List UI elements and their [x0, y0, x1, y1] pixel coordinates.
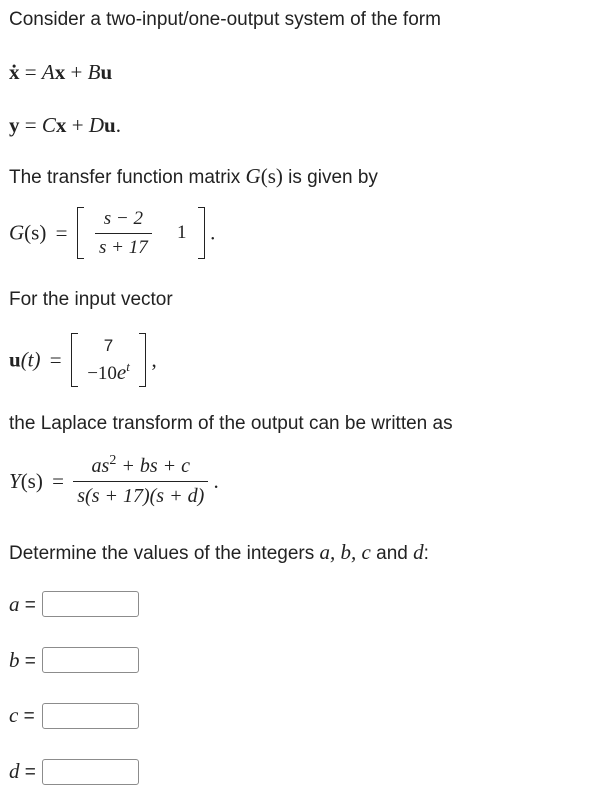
left-bracket	[71, 333, 78, 387]
numerator-rest: + bs + c	[116, 455, 190, 477]
comma: ,	[151, 347, 157, 372]
plus-sign: +	[71, 113, 84, 137]
vector-u: u	[100, 60, 113, 84]
transfer-function-text	[9, 164, 378, 189]
vector-y: y	[9, 113, 20, 137]
equals-sign: =	[24, 595, 36, 616]
output-laplace-equation	[9, 455, 219, 508]
entry-coefficient: −10	[87, 362, 117, 384]
right-bracket	[198, 207, 205, 259]
determine-text	[9, 540, 429, 565]
fraction-numerator: s − 2	[95, 208, 152, 234]
equals-sign: =	[24, 113, 37, 137]
period: .	[213, 469, 219, 493]
equals-sign: =	[49, 347, 62, 372]
answer-d-input[interactable]	[42, 759, 139, 785]
period: .	[210, 220, 216, 245]
fraction-denominator: s + 17	[99, 236, 148, 258]
vector-entry-top: 7	[103, 335, 114, 355]
var-a: a	[9, 592, 20, 616]
equals-sign: =	[55, 220, 68, 245]
matrix-entry-one: 1	[177, 222, 187, 243]
determine-before: Determine the values of the integers	[9, 543, 320, 564]
determine-colon: :	[423, 543, 429, 564]
numerator-a-term: as	[91, 455, 110, 477]
period: .	[115, 113, 121, 137]
var-c: c	[9, 703, 19, 727]
vector-entries	[87, 336, 130, 385]
matrix-c: C	[41, 113, 56, 137]
s-argument: (s)	[24, 220, 47, 245]
s-argument: (s)	[20, 469, 43, 493]
tf-text-after: is given by	[282, 167, 378, 188]
laplace-text: the Laplace transform of the output can be written as	[9, 413, 453, 434]
determine-d: d	[413, 540, 424, 564]
answer-b-input[interactable]	[42, 647, 139, 673]
answer-c-input[interactable]	[42, 703, 139, 729]
input-vector-text: For the input vector	[9, 289, 173, 310]
matrix-b: B	[87, 60, 101, 84]
answer-label-b	[9, 648, 36, 673]
vector-entry-bottom	[87, 360, 130, 385]
plus-sign: +	[70, 60, 83, 84]
matrix-d: D	[88, 113, 104, 137]
transfer-function-equation	[9, 207, 215, 259]
vector-x: x	[54, 60, 66, 84]
matrix-a: A	[41, 60, 55, 84]
equals-sign: =	[24, 762, 36, 783]
tf-symbol-g: G	[245, 164, 261, 188]
answer-label-c	[9, 703, 35, 728]
tf-text-before: The transfer function matrix	[9, 167, 246, 188]
input-vector-equation	[9, 333, 157, 387]
determine-vars: a, b, c	[319, 540, 371, 564]
output-numerator	[73, 455, 208, 482]
equals-sign: =	[24, 651, 36, 672]
var-d: d	[9, 759, 20, 783]
g-symbol: G	[9, 220, 25, 245]
vector-x: x	[55, 113, 67, 137]
answer-a-input[interactable]	[42, 591, 139, 617]
answer-label-a	[9, 592, 36, 617]
var-b: b	[9, 648, 20, 672]
output-equation	[9, 113, 121, 138]
output-denominator: s(s + 17)(s + d)	[77, 485, 205, 507]
right-bracket	[139, 333, 146, 387]
xdot-symbol: ẋ	[9, 60, 20, 84]
numerator-exponent: 2	[109, 453, 117, 468]
equals-sign: =	[23, 706, 35, 727]
answer-label-d	[9, 759, 36, 784]
y-symbol: Y	[9, 469, 21, 493]
entry-exponent: t	[126, 358, 130, 374]
fraction-entry	[95, 208, 152, 259]
intro-text: Consider a two-input/one-output system of the form	[9, 9, 441, 30]
u-symbol: u	[9, 347, 21, 372]
state-equation	[9, 60, 112, 85]
tf-symbol-s: (s)	[260, 164, 283, 188]
determine-and: and	[370, 543, 414, 564]
equals-sign: =	[24, 60, 37, 84]
t-argument: (t)	[20, 347, 41, 372]
left-bracket	[77, 207, 84, 259]
output-fraction	[73, 455, 208, 508]
entry-e: e	[116, 359, 127, 384]
vector-u: u	[104, 113, 116, 137]
equals-sign: =	[52, 469, 64, 493]
